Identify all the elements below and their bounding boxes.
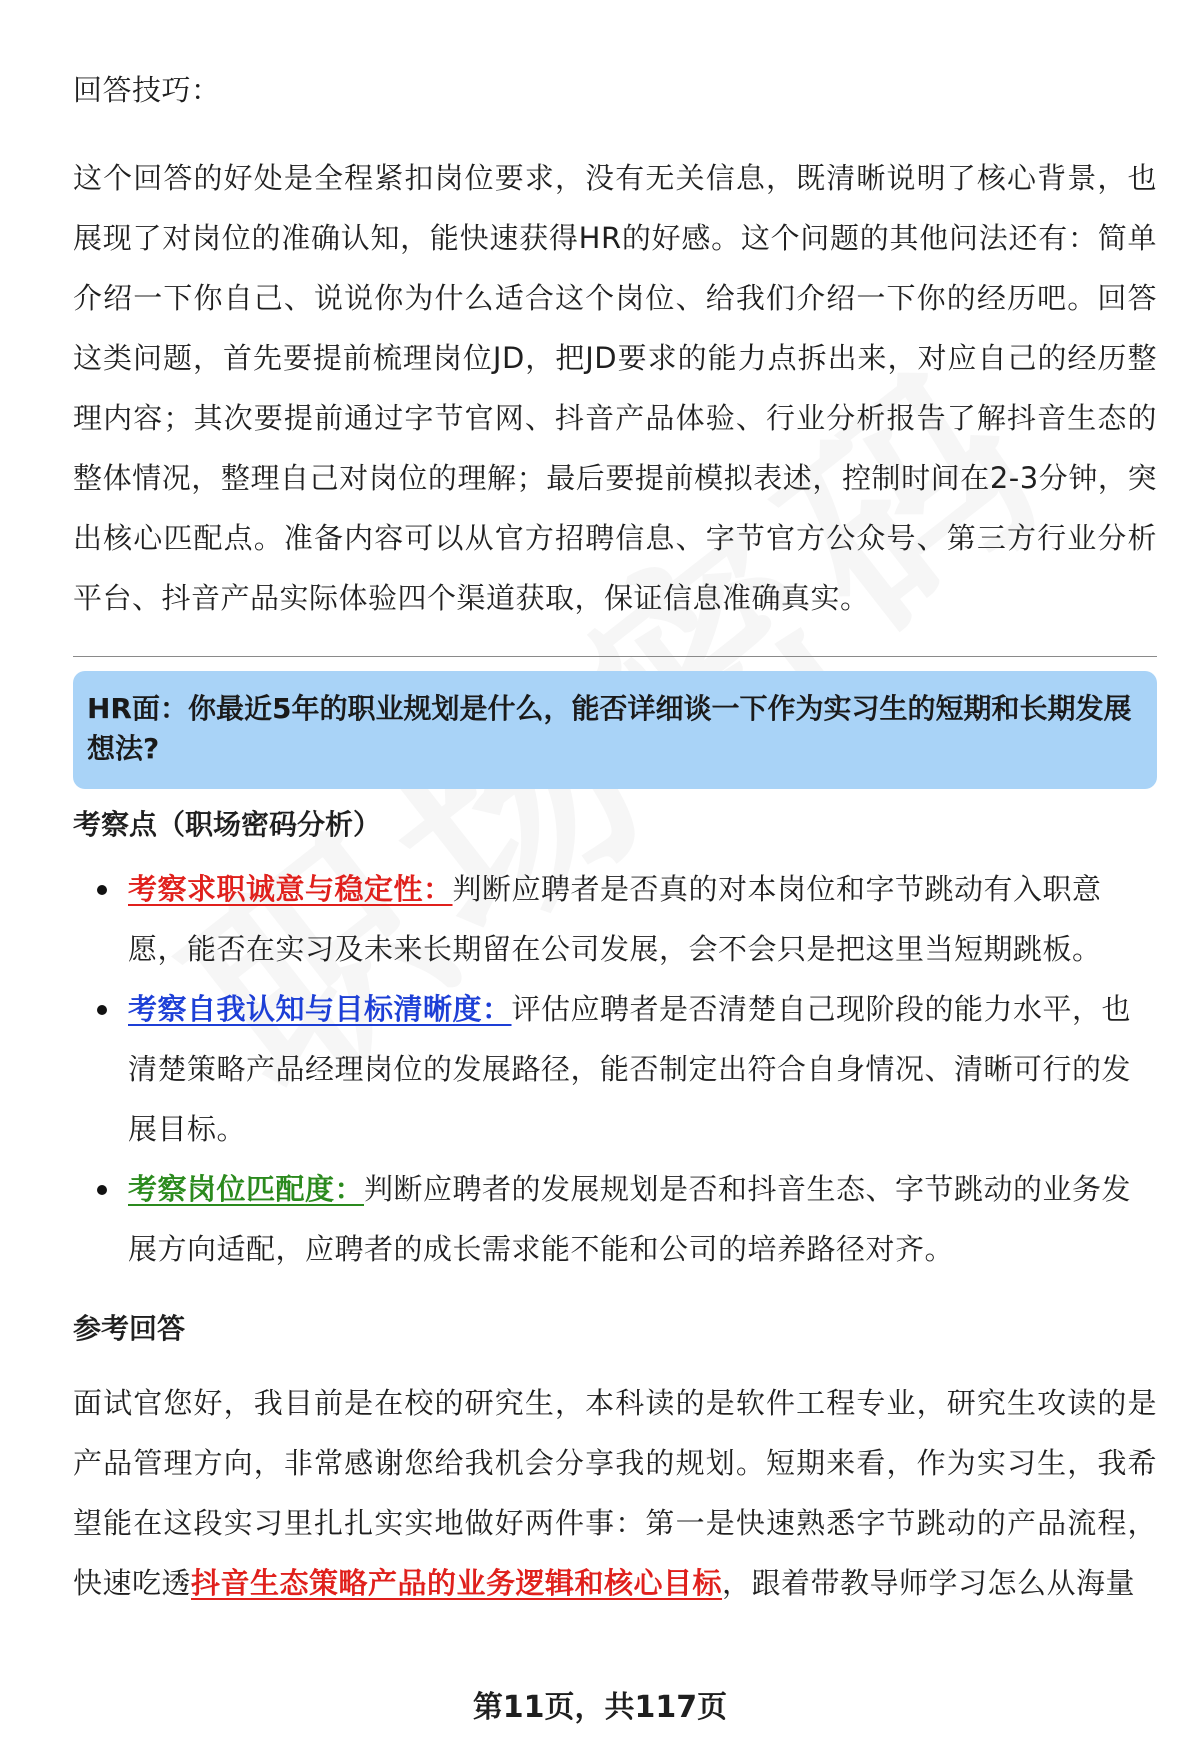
reference-text-after: ，跟着带教导师学习怎么从海量 xyxy=(722,1566,1136,1600)
bullet-dot-icon xyxy=(97,885,107,895)
analysis-title: 考察点（职场密码分析） xyxy=(73,808,382,841)
analysis-keyword: 考察求职诚意与稳定性： xyxy=(128,872,453,906)
tips-body: 这个回答的好处是全程紧扣岗位要求，没有无关信息，既清晰说明了核心背景，也展现了对岗位的准确认知，能快速获得HR的好感。这个问题的其他问法还有：简单介绍一下你自己、说说你为什么适合这个岗位、给我们介绍一下你的经历吧。回答这类问题，首先要提前梳理岗位JD，把JD要求的能力点拆出来，对应自己的经历整理内容；其次要提前通过字节官网、抖音产品体验、行业分析报告了解抖音生态的整体情况，整理自己对岗位的理解；最后要提前模拟表述，控制时间在2-3分钟，突出核心匹配点。准备内容可以从官方招聘信息、字节官方公众号、第三方行业分析平台、抖音产品实际体验四个渠道获取，保证信息准确真实。 xyxy=(73,161,1157,615)
question-callout xyxy=(73,671,1157,789)
analysis-item-job-fit xyxy=(73,1159,1157,1279)
analysis-keyword: 考察自我认知与目标清晰度： xyxy=(128,992,512,1026)
analysis-keyword: 考察岗位匹配度： xyxy=(128,1172,365,1206)
analysis-item-self-awareness xyxy=(73,979,1157,1159)
reference-body xyxy=(73,1373,1157,1613)
analysis-item-sincerity xyxy=(73,859,1157,979)
reference-title: 参考回答 xyxy=(73,1312,186,1345)
reference-text-before: 面试官您好，我目前是在校的研究生，本科读的是软件工程专业，研究生攻读的是产品管理方向，非常感谢您给我机会分享我的规划。短期来看，作为实习生，我希望能在这段实习里扎扎实实地做好两件事：第一是快速熟悉字节跳动的产品流程，快速吃透 xyxy=(73,1386,1157,1600)
question-text: HR面：你最近5年的职业规划是什么，能否详细谈一下作为实习生的短期和长期发展想法? xyxy=(87,692,1132,765)
page-content xyxy=(73,60,1157,1613)
analysis-text: 评估应聘者是否清楚自己现阶段的能力水平，也清楚策略产品经理岗位的发展路径，能否制定出符合自身情况、清晰可行的发展目标。 xyxy=(128,992,1132,1146)
analysis-list xyxy=(73,859,1157,1279)
page-number: 第11页，共117页 xyxy=(472,1690,728,1725)
analysis-text: 判断应聘者的发展规划是否和抖音生态、字节跳动的业务发展方向适配，应聘者的成长需求能不能和公司的培养路径对齐。 xyxy=(128,1172,1132,1266)
analysis-text: 判断应聘者是否真的对本岗位和字节跳动有入职意愿，能否在实习及未来长期留在公司发展，会不会只是把这里当短期跳板。 xyxy=(128,872,1102,966)
tips-label: 回答技巧： xyxy=(73,73,221,107)
bullet-dot-icon xyxy=(97,1185,107,1195)
reference-highlight: 抖音生态策略产品的业务逻辑和核心目标 xyxy=(191,1566,723,1600)
bullet-dot-icon xyxy=(97,1005,107,1015)
section-divider xyxy=(73,656,1157,657)
